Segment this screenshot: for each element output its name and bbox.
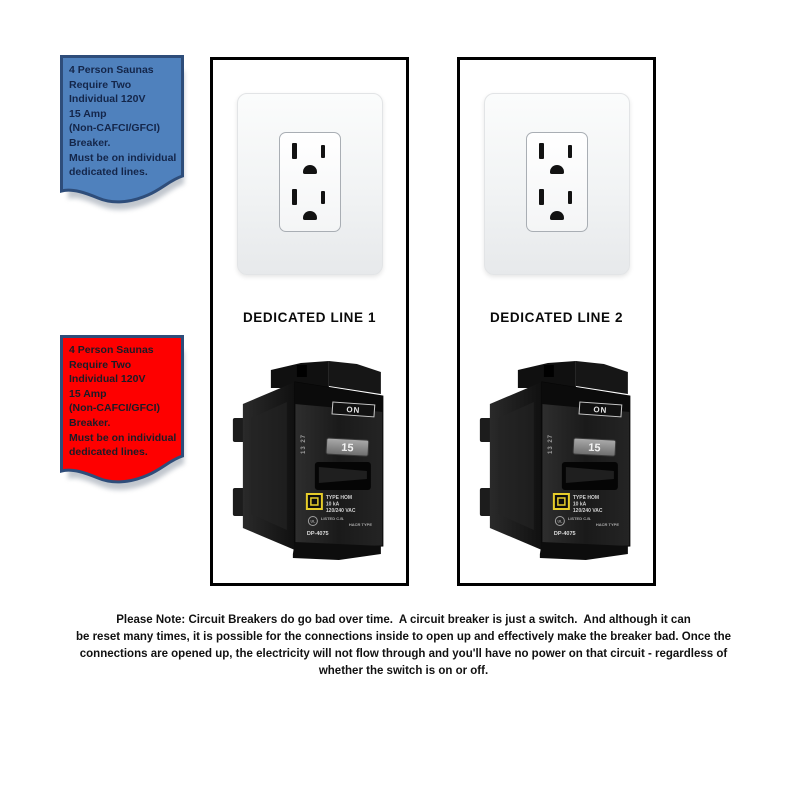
breaker-hacr-line: HACR TYPE [595,522,619,527]
note-line: whether the switch is on or off. [318,665,489,677]
callout-line: dedicated lines. [69,446,148,459]
callout-line: 15 Amp [69,387,107,400]
callout-blue-text [69,63,183,180]
callout-line: (Non-CAFCI/GFCI) [69,402,160,415]
breaker-ka-line: 10 kA [325,501,339,508]
neutral-slot [292,189,297,205]
dedicated-line-1-panel [210,57,409,586]
outlet-face [279,132,341,232]
outlet-face [526,132,588,232]
receptacle-bottom [527,187,587,231]
callout-line: Breaker. [69,416,111,429]
callout-line: dedicated lines. [69,166,148,179]
callout-line: 15 Amp [69,107,107,120]
hot-slot [321,145,325,158]
circuit-breaker-image [477,358,649,560]
callout-line: 4 Person Saunas [69,64,154,76]
breaker-on-label: ON [592,404,608,415]
breaker-listed-line: LISTED C.B. [567,516,591,521]
hot-slot [568,145,572,158]
ul-mark-icon: UL [310,519,315,524]
breaker-amp-rating: 15 [587,441,601,455]
callout-line: Require Two [69,358,132,371]
callout-red [60,335,192,503]
breaker-volt-line: 120/240 VAC [325,508,356,514]
ul-mark-icon: UL [557,519,562,524]
ground-hole [303,211,317,220]
callout-blue [60,55,192,223]
note-line: be reset many times, it is possible for the connections inside to open up and effectively make the breaker bad. Once the [75,631,732,643]
hot-slot [568,191,572,204]
outlet-image [237,93,383,275]
breaker-volt-line: 120/240 VAC [572,508,603,514]
square-d-logo-icon [553,494,568,509]
receptacle-top [527,141,587,185]
neutral-slot [539,143,544,159]
breaker-side-label: 13 27 [300,433,307,454]
note-line: Please Note: Circuit Breakers do go bad over time. A circuit breaker is just a switch. And although it can [116,614,691,626]
hot-slot [321,191,325,204]
breaker-model: DP-4075 [306,531,329,537]
callout-line: Must be on individual [69,151,177,164]
callout-red-text [69,343,183,460]
neutral-slot [539,189,544,205]
breaker-hacr-line: HACR TYPE [348,522,372,527]
breaker-amp-rating: 15 [340,441,354,455]
breaker-type-line: TYPE HOM [325,495,352,501]
breaker-side-label: 13 27 [547,433,554,454]
outlet-image [484,93,630,275]
callout-line: Individual 120V [69,93,146,106]
breaker-ka-line: 10 kA [572,501,586,508]
ground-hole [550,211,564,220]
callout-line: (Non-CAFCI/GFCI) [69,122,160,135]
callout-line: Individual 120V [69,373,146,386]
dedicated-line-label: DEDICATED LINE 1 [242,310,377,325]
callout-line: Require Two [69,78,132,91]
circuit-breaker-image [230,358,402,560]
breaker-on-label: ON [345,404,361,415]
dedicated-line-2-panel [457,57,656,586]
callout-line: Must be on individual [69,431,177,444]
breaker-listed-line: LISTED C.B. [320,516,344,521]
receptacle-bottom [280,187,340,231]
neutral-slot [292,143,297,159]
note-line: connections are opened up, the electricity will not flow through and you'll have no power on that circuit - regardless of [79,648,728,660]
callout-line: Breaker. [69,136,111,149]
dedicated-line-label: DEDICATED LINE 2 [489,310,624,325]
breaker-model: DP-4075 [553,531,576,537]
ground-hole [550,165,564,174]
callout-line: 4 Person Saunas [69,344,154,356]
breaker-type-line: TYPE HOM [572,495,599,501]
footer-note [0,612,807,680]
receptacle-top [280,141,340,185]
square-d-logo-icon [306,494,321,509]
ground-hole [303,165,317,174]
